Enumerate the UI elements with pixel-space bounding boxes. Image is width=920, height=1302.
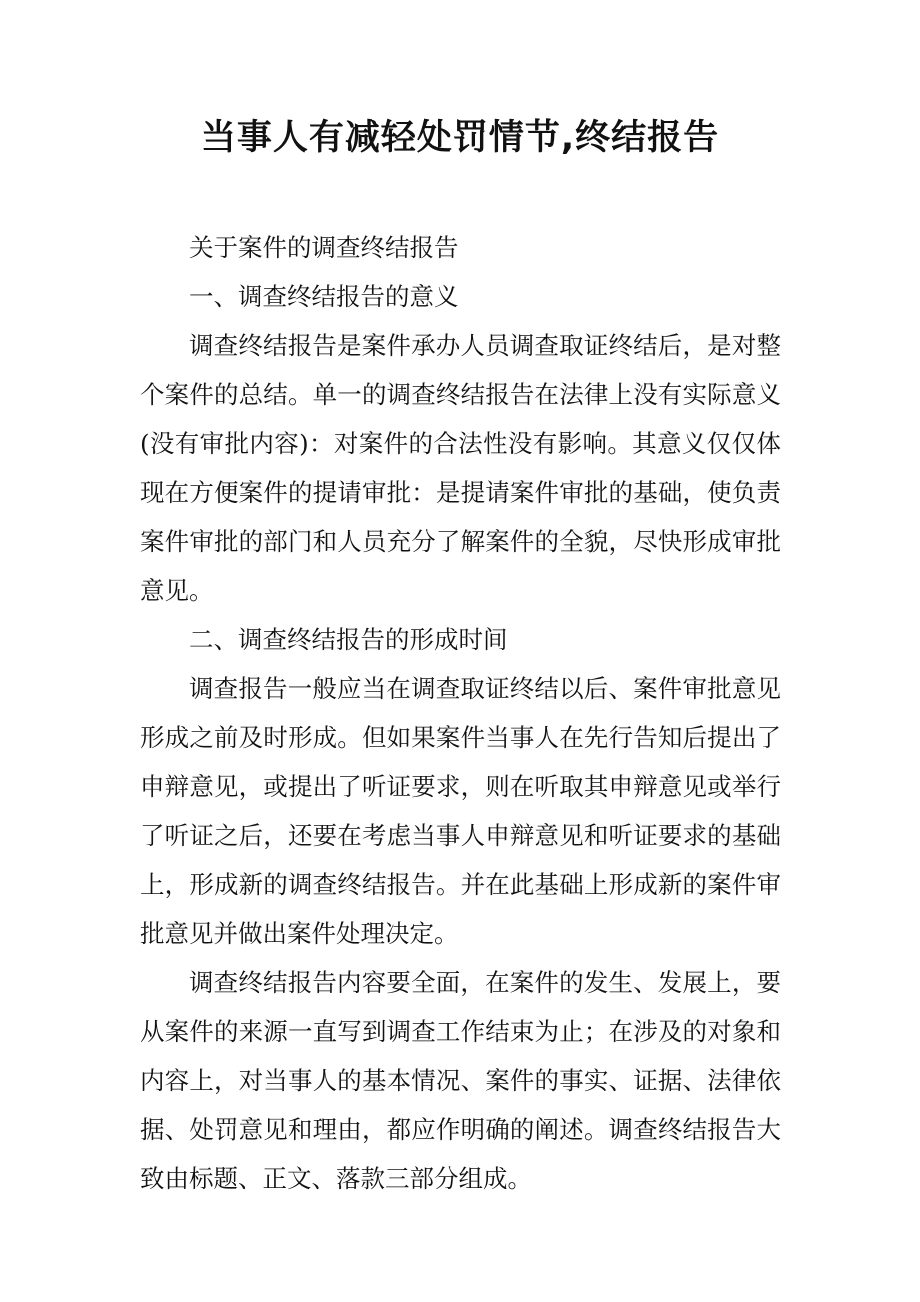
document-body xyxy=(140,223,781,1203)
paragraph-section-2-heading: 二、调查终结报告的形成时间 xyxy=(189,625,508,654)
document-title: 当事人有减轻处罚情节,终结报告 xyxy=(200,118,720,158)
paragraph-section-1-heading: 一、调查终结报告的意义 xyxy=(189,282,459,311)
paragraph-content-requirements: 调查终结报告内容要全面，在案件的发生、发展上，要从案件的来源一直写到调查工作结束为止；在涉及的对象和内容上，对当事人的基本情况、案件的事实、证据、法律依据、处罚意见和理由，都应作明确的阐述。调查终结报告大致由标题、正文、落款三部分组成。 xyxy=(140,968,781,1193)
paragraph-significance: 调查终结报告是案件承办人员调查取证终结后，是对整个案件的总结。单一的调查终结报告在法律上没有实际意义(没有审批内容)：对案件的合法性没有影响。其意义仅仅体现在方便案件的提请审批：是提请案件审批的基础，使负责案件审批的部门和人员充分了解案件的全貌，尽快形成审批意见。 xyxy=(140,331,781,605)
paragraph-formation-time: 调查报告一般应当在调查取证终结以后、案件审批意见形成之前及时形成。但如果案件当事人在先行告知后提出了申辩意见，或提出了听证要求，则在听取其申辩意见或举行了听证之后，还要在考虑当事人申辩意见和听证要求的基础上，形成新的调查终结报告。并在此基础上形成新的案件审批意见并做出案件处理决定。 xyxy=(140,674,781,948)
paragraph-report-heading: 关于案件的调查终结报告 xyxy=(189,233,459,262)
